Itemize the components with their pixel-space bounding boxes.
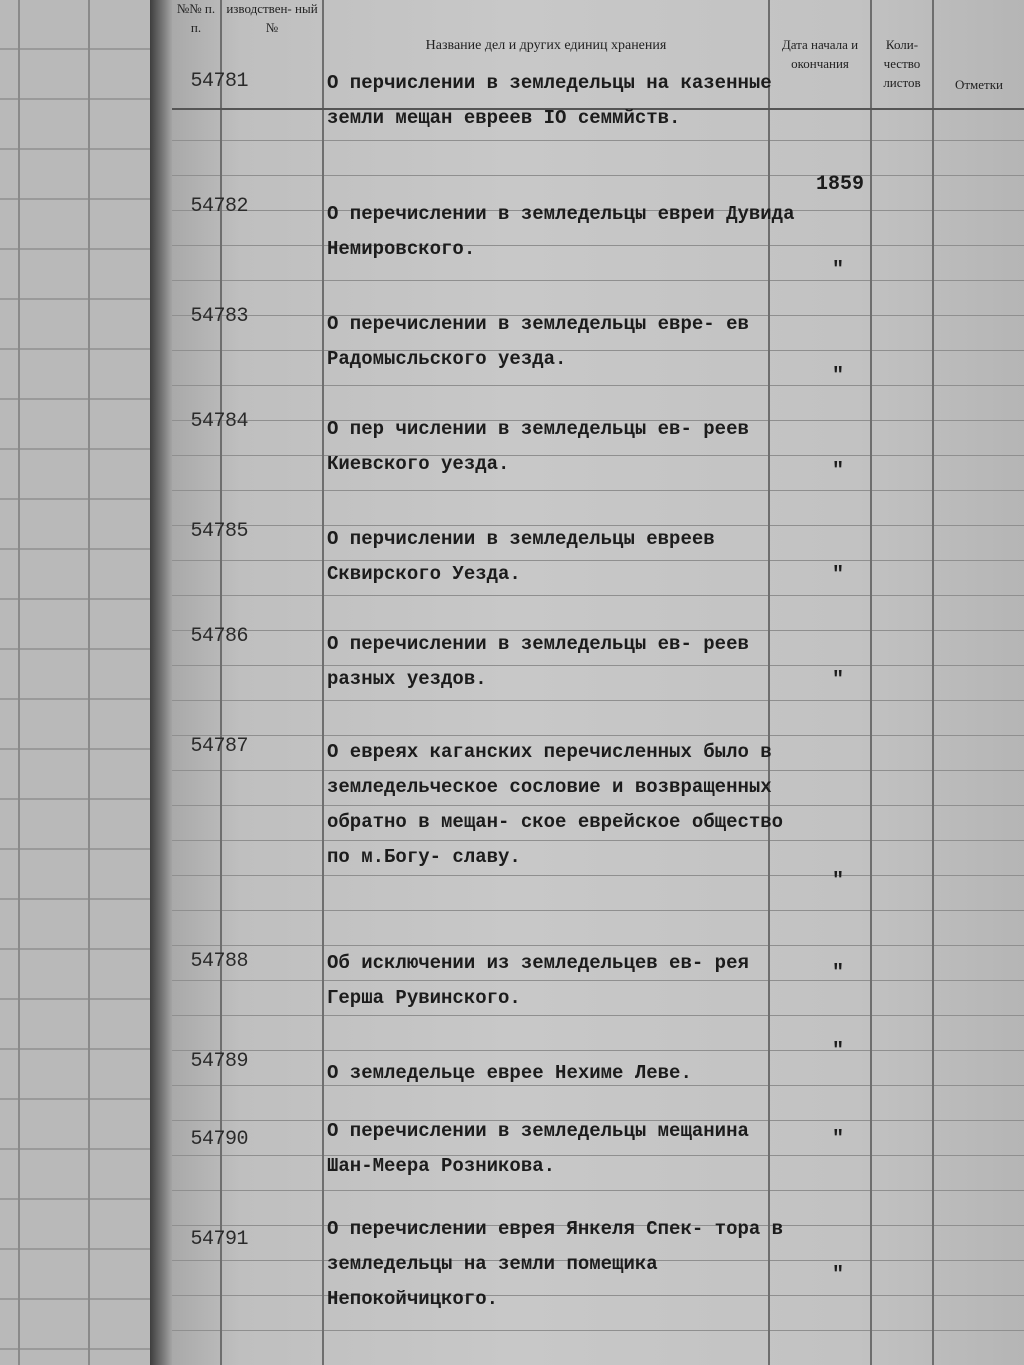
register-page — [172, 0, 1024, 1365]
ruled-line — [172, 700, 1024, 701]
entry-title: О перечислении в земледельцы ев- реев разных уездов. — [327, 633, 749, 690]
entry-date: 1859 — [815, 173, 864, 196]
entry-number: 54781 — [190, 70, 248, 93]
ruled-line — [172, 140, 1024, 141]
entry-title: О перечислении в земледельцы евреи Дувида Немировского. — [327, 203, 795, 260]
header-marks: Отметки — [954, 77, 1004, 92]
ruled-line — [172, 175, 1024, 176]
ruled-line — [172, 1330, 1024, 1331]
column-rule — [322, 0, 324, 1365]
ruled-line — [172, 1050, 1024, 1051]
entry-title: О земледельце еврее Нехиме Леве. — [327, 1062, 692, 1084]
header-dates: Дата начала и окончания — [781, 37, 859, 71]
left-page — [0, 0, 150, 1365]
entry-ditto: " — [832, 259, 845, 282]
entry-number: 54788 — [190, 950, 248, 973]
entry-title: О перечислении еврея Янкеля Спек- тора в земледельцы на земли помещика Непокойчицкого. — [327, 1218, 784, 1310]
column-rule — [870, 0, 872, 1365]
entry-title: Об исключении из земледельцев ев- рея Герша Рувинского. — [327, 952, 749, 1009]
ruled-line — [172, 490, 1024, 491]
entry-ditto: " — [832, 669, 845, 692]
book-gutter — [150, 0, 172, 1365]
entry-number: 54791 — [190, 1228, 248, 1251]
ruled-line — [172, 910, 1024, 911]
entry-ditto: " — [832, 460, 845, 483]
entry-ditto: " — [832, 1040, 845, 1063]
entry-ditto: " — [832, 365, 845, 388]
entry-number: 54786 — [190, 625, 248, 648]
header-num: №№ п. п. — [176, 1, 216, 35]
entry-number: 54789 — [190, 1050, 248, 1073]
ruled-line — [172, 1190, 1024, 1191]
entry-ditto: " — [832, 1128, 845, 1151]
left-page-rule — [18, 0, 20, 1365]
entry-number: 54787 — [190, 735, 248, 758]
ruled-line — [172, 280, 1024, 281]
entry-number: 54785 — [190, 520, 248, 543]
header-sheets: Коли- чество листов — [883, 37, 921, 90]
left-page-rule — [88, 0, 90, 1365]
ruled-line — [172, 595, 1024, 596]
ruled-line — [172, 875, 1024, 876]
entry-title: О перчислении в земледельцы на казенные земли мещан евреев IO семмйств. — [327, 72, 772, 129]
header-prod-num: изводствен- ный № — [226, 1, 318, 35]
entry-title: О перчислении в земледельцы евреев Сквирского Уезда. — [327, 528, 715, 585]
entry-ditto: " — [832, 870, 845, 893]
header-title: Название дел и других единиц хранения — [425, 38, 667, 53]
entry-number: 54790 — [190, 1128, 248, 1151]
entry-number: 54783 — [190, 305, 248, 328]
entry-ditto: " — [832, 962, 845, 985]
entry-title: О пер числении в земледельцы ев- реев Киевского уезда. — [327, 418, 749, 475]
entry-title: О евреях каганских перечисленных было в земледельческое сословие и возвращенных обратно в мещан- ское еврейское общество по м.Богу- славу. — [327, 741, 784, 868]
entry-ditto: " — [832, 564, 845, 587]
entry-number: 54782 — [190, 195, 248, 218]
column-rule — [932, 0, 934, 1365]
entry-ditto: " — [832, 1264, 845, 1287]
entry-number: 54784 — [190, 410, 248, 433]
entry-title: О перечислении в земледельцы евре- ев Радомысльского уезда. — [327, 313, 749, 370]
ruled-line — [172, 385, 1024, 386]
entry-title: О перечислении в земледельцы мещанина Шан-Меера Розникова. — [327, 1120, 749, 1177]
